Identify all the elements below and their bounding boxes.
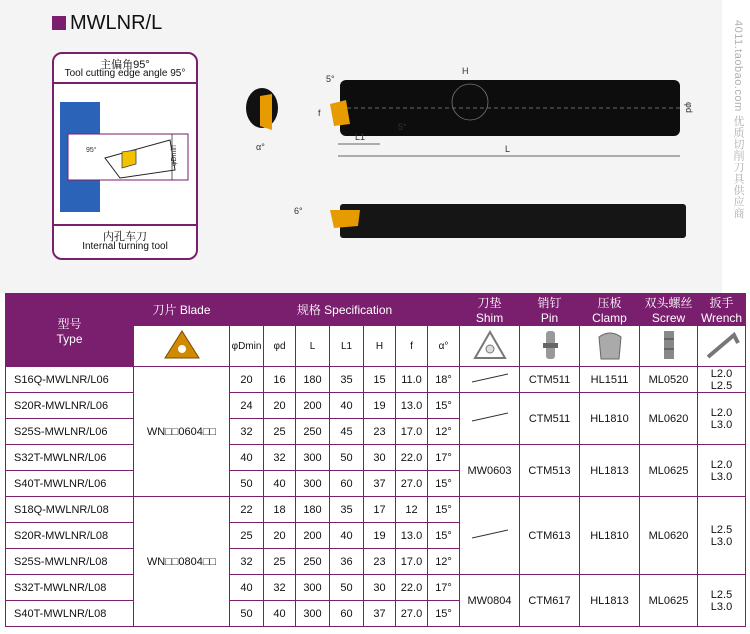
spec-cell: 20: [230, 367, 264, 393]
card-title-en: Tool cutting edge angle 95°: [64, 68, 186, 79]
spec-cell: 45: [330, 419, 364, 445]
wrench-value: L2.0: [710, 406, 733, 419]
spec-cell: 13.0: [396, 523, 428, 549]
spec-cell: 25: [230, 523, 264, 549]
spec-l1: L1: [330, 326, 364, 367]
pin-cell: CTM511: [520, 367, 580, 393]
spec-cell: 32: [230, 549, 264, 575]
wrench-value: L3.0: [710, 535, 733, 548]
spec-cell: 50: [230, 601, 264, 627]
type-cell: S40T-MWLNR/L06: [6, 471, 134, 497]
pin-cell: CTM513: [520, 445, 580, 497]
type-cell: S16Q-MWLNR/L06: [6, 367, 134, 393]
spec-cell: 60: [330, 601, 364, 627]
wrench-cell: [698, 497, 746, 575]
spec-cell: 20: [264, 523, 296, 549]
clamp-cell: HL1810: [580, 497, 640, 575]
spec-cell: 40: [264, 471, 296, 497]
col-shim: 刀垫 Shim: [460, 294, 520, 326]
blade-cell: WN□□0804□□: [134, 497, 230, 627]
pin-cell: CTM511: [520, 393, 580, 445]
shim-icon: [460, 326, 520, 367]
dmin-label: φDmin: [171, 145, 178, 166]
spec-cell: 40: [330, 393, 364, 419]
l1-label: L1: [355, 132, 366, 142]
spec-cell: 25: [264, 549, 296, 575]
angle-5b-label: 5°: [398, 122, 407, 132]
wrench-cell: [698, 367, 746, 393]
spec-cell: 12°: [428, 419, 460, 445]
spec-cell: 300: [296, 575, 330, 601]
spec-cell: 20: [264, 393, 296, 419]
pin-cell: CTM613: [520, 497, 580, 575]
spec-cell: 24: [230, 393, 264, 419]
screw-cell: ML0620: [640, 497, 698, 575]
spec-cell: 32: [230, 419, 264, 445]
spec-cell: 40: [230, 445, 264, 471]
spec-cell: 32: [264, 575, 296, 601]
spec-l: L: [296, 326, 330, 367]
type-cell: S25S-MWLNR/L06: [6, 419, 134, 445]
spec-cell: 15°: [428, 497, 460, 523]
spec-cell: 37: [364, 601, 396, 627]
spec-cell: 12°: [428, 549, 460, 575]
clamp-cell: HL1813: [580, 575, 640, 627]
spec-alpha: α°: [428, 326, 460, 367]
spec-cell: 27.0: [396, 601, 428, 627]
spec-cell: 40: [264, 601, 296, 627]
none-dash-icon: [468, 372, 512, 384]
pin-cell: CTM617: [520, 575, 580, 627]
table-row: [6, 497, 746, 523]
spec-cell: 250: [296, 419, 330, 445]
card-bottom-cn: 内孔车刀: [103, 231, 147, 243]
wrench-cell: [698, 445, 746, 497]
screw-cell: ML0620: [640, 393, 698, 445]
angle-6-label: 6°: [294, 206, 303, 216]
angle-95-label: 95°: [86, 147, 97, 154]
spec-cell: 17°: [428, 575, 460, 601]
spec-cell: 22: [230, 497, 264, 523]
wrench-value: L3.0: [710, 418, 733, 431]
spec-cell: 13.0: [396, 393, 428, 419]
wrench-value: L3.0: [710, 600, 733, 613]
clamp-cell: HL1511: [580, 367, 640, 393]
col-spec: 规格 Specification: [230, 294, 460, 326]
h-label: H: [462, 66, 469, 76]
angle-5-label: 5°: [326, 74, 335, 84]
spec-cell: 22.0: [396, 575, 428, 601]
shim-cell: [460, 497, 520, 575]
spec-cell: 300: [296, 601, 330, 627]
screw-cell: ML0520: [640, 367, 698, 393]
wrench-value: L2.5: [710, 523, 733, 536]
spec-cell: 200: [296, 393, 330, 419]
type-cell: S18Q-MWLNR/L08: [6, 497, 134, 523]
spec-cell: 19: [364, 523, 396, 549]
spec-cell: 50: [330, 445, 364, 471]
table-row: [6, 445, 746, 471]
spec-cell: 200: [296, 523, 330, 549]
cutting-angle-card: [52, 52, 198, 260]
spec-cell: 60: [330, 471, 364, 497]
spec-cell: 15°: [428, 601, 460, 627]
spec-f: f: [396, 326, 428, 367]
type-cell: S20R-MWLNR/L08: [6, 523, 134, 549]
screw-cell: ML0625: [640, 575, 698, 627]
spec-cell: 17.0: [396, 419, 428, 445]
shim-cell: [460, 393, 520, 445]
spec-cell: 11.0: [396, 367, 428, 393]
page-title: MWLNR/L: [70, 12, 163, 34]
spec-cell: 50: [330, 575, 364, 601]
clamp-cell: HL1810: [580, 393, 640, 445]
col-clamp: 压板 Clamp: [580, 294, 640, 326]
spec-cell: 180: [296, 367, 330, 393]
spec-h: H: [364, 326, 396, 367]
spec-d: φd: [264, 326, 296, 367]
spec-cell: 35: [330, 367, 364, 393]
spec-cell: 30: [364, 575, 396, 601]
wrench-value: L3.0: [710, 470, 733, 483]
tool-drawing: [230, 60, 720, 290]
wrench-cell: [698, 393, 746, 445]
d-label: φd: [684, 102, 694, 113]
shim-cell: [460, 367, 520, 393]
side-shank: [340, 204, 686, 238]
type-cell: S25S-MWLNR/L08: [6, 549, 134, 575]
card-divider-bottom: [54, 224, 196, 226]
spec-cell: 40: [230, 575, 264, 601]
col-screw: 双头螺丝 Screw: [640, 294, 698, 326]
spec-cell: 15: [364, 367, 396, 393]
spec-cell: 15°: [428, 523, 460, 549]
wrench-value: L2.0: [710, 367, 733, 380]
card-bottom-en: Internal turning tool: [82, 241, 168, 252]
side-view: [294, 204, 686, 238]
wrench-value: L2.5: [710, 588, 733, 601]
table-row: [6, 575, 746, 601]
spec-cell: 250: [296, 549, 330, 575]
spec-cell: 30: [364, 445, 396, 471]
wrench-value: L2.0: [710, 458, 733, 471]
spec-cell: 37: [364, 471, 396, 497]
col-blade: 刀片 Blade: [134, 294, 230, 326]
spec-cell: 17: [364, 497, 396, 523]
wrench-value: L2.5: [710, 379, 733, 392]
spec-cell: 19: [364, 393, 396, 419]
blade-icon: [134, 326, 230, 367]
type-cell: S32T-MWLNR/L08: [6, 575, 134, 601]
spec-cell: 25: [264, 419, 296, 445]
spec-cell: 18: [264, 497, 296, 523]
none-dash-icon: [468, 528, 512, 540]
type-cell: S40T-MWLNR/L08: [6, 601, 134, 627]
col-wrench: 扳手 Wrench: [698, 294, 746, 326]
spec-cell: 23: [364, 549, 396, 575]
end-view: [246, 88, 278, 152]
spec-cell: 12: [396, 497, 428, 523]
spec-cell: 27.0: [396, 471, 428, 497]
alpha-label: α°: [256, 142, 265, 152]
col-type: 型号 Type: [6, 294, 134, 367]
shim-cell: MW0603: [460, 445, 520, 497]
screw-icon: [640, 326, 698, 367]
screw-cell: ML0625: [640, 445, 698, 497]
spec-cell: 36: [330, 549, 364, 575]
spec-cell: 23: [364, 419, 396, 445]
shim-cell: MW0804: [460, 575, 520, 627]
workpiece-diagram: [60, 88, 190, 222]
l-label: L: [505, 144, 511, 154]
spec-cell: 18°: [428, 367, 460, 393]
spec-cell: 50: [230, 471, 264, 497]
insert-side-view: [330, 210, 360, 228]
clamp-icon: [580, 326, 640, 367]
spec-dmin: φDmin: [230, 326, 264, 367]
spec-cell: 180: [296, 497, 330, 523]
blade-cell: WN□□0604□□: [134, 367, 230, 497]
table-row: [6, 393, 746, 419]
wrench-cell: [698, 575, 746, 627]
spec-cell: 300: [296, 445, 330, 471]
spec-table: [5, 293, 746, 627]
type-cell: S32T-MWLNR/L06: [6, 445, 134, 471]
wrench-icon: [698, 326, 746, 367]
spec-cell: 15°: [428, 393, 460, 419]
f-label: f: [318, 108, 321, 118]
spec-cell: 32: [264, 445, 296, 471]
spec-cell: 40: [330, 523, 364, 549]
watermark-text: 4011.taobao.com 优质切削刀具供应商: [732, 20, 744, 219]
top-view: [318, 66, 694, 156]
spec-cell: 17.0: [396, 549, 428, 575]
card-title-cn: 主偏角95°: [100, 59, 150, 71]
spec-cell: 15°: [428, 471, 460, 497]
spec-cell: 300: [296, 471, 330, 497]
none-dash-icon: [468, 411, 512, 423]
insert-end-view: [260, 94, 272, 130]
table-row: [6, 367, 746, 393]
type-cell: S20R-MWLNR/L06: [6, 393, 134, 419]
col-pin: 销钉 Pin: [520, 294, 580, 326]
clamp-cell: HL1813: [580, 445, 640, 497]
spec-cell: 17°: [428, 445, 460, 471]
spec-cell: 22.0: [396, 445, 428, 471]
title-marker: [52, 16, 66, 30]
spec-cell: 35: [330, 497, 364, 523]
pin-icon: [520, 326, 580, 367]
card-divider-top: [54, 82, 196, 84]
spec-cell: 16: [264, 367, 296, 393]
